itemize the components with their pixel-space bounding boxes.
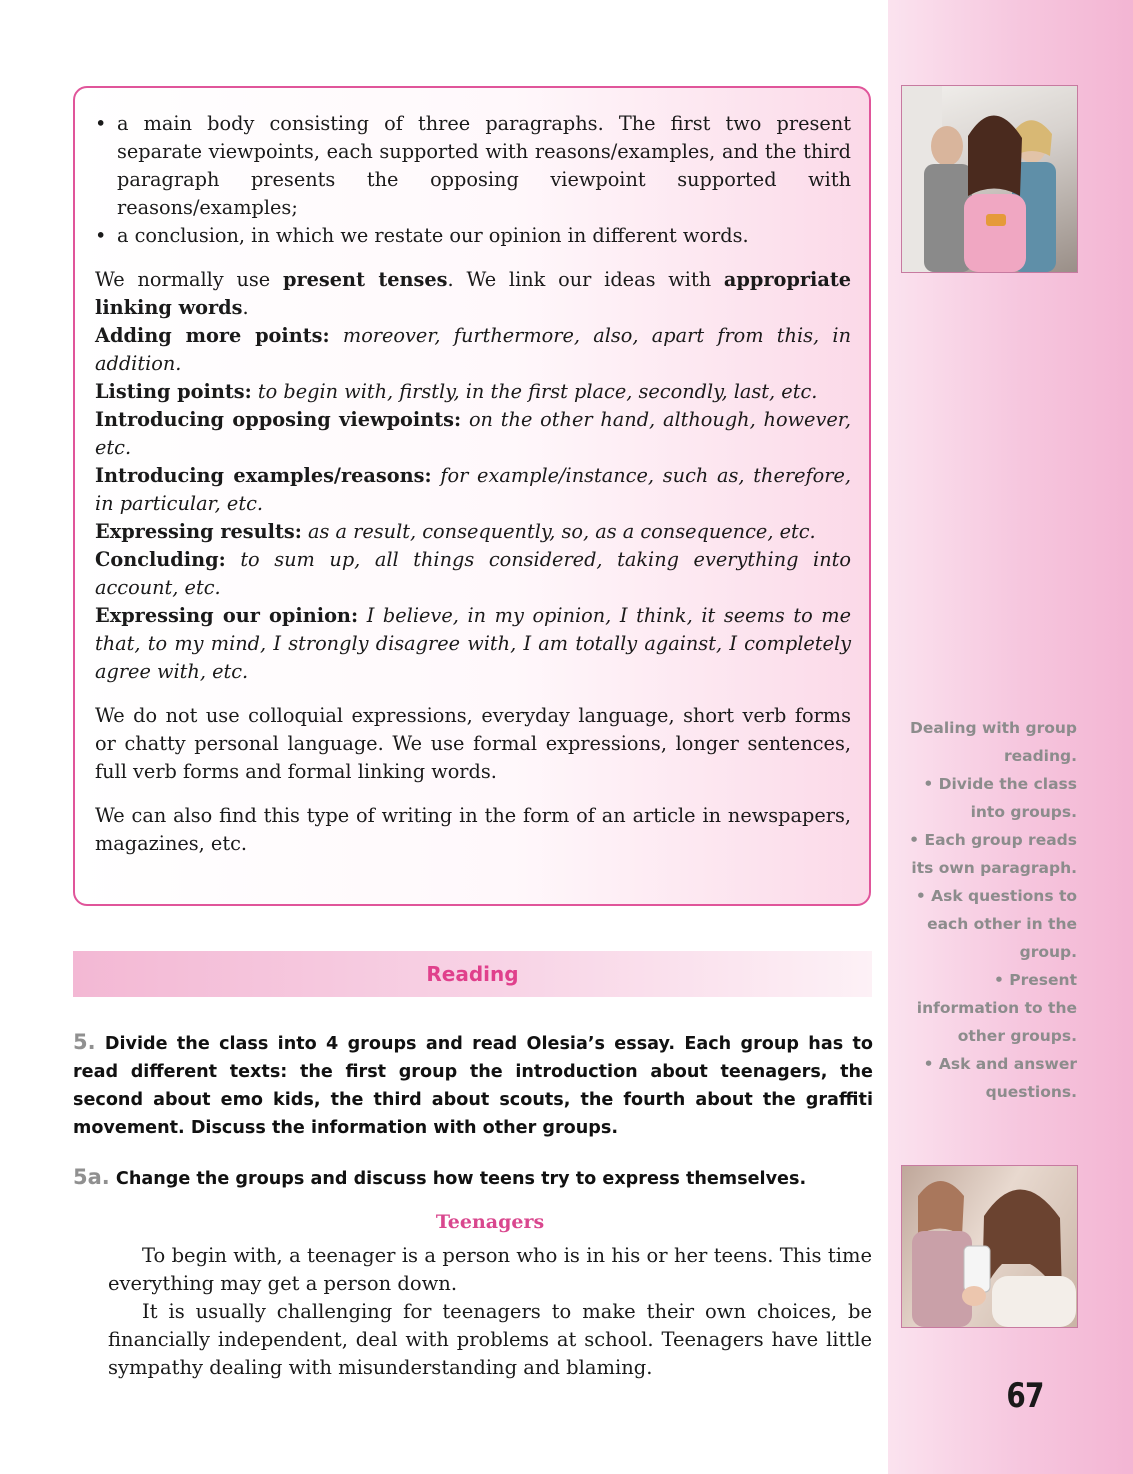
linking-results bbox=[95, 518, 851, 546]
task-5 bbox=[73, 1028, 873, 1142]
linking-term: Expressing results: bbox=[95, 520, 302, 543]
photo-illustration bbox=[902, 1166, 1077, 1327]
photo-illustration bbox=[902, 86, 1077, 272]
task-text: Change the groups and discuss how teens try to express themselves. bbox=[115, 1169, 807, 1189]
article-note: We can also find this type of writing in the form of an article in newspapers, magazines, etc. bbox=[95, 804, 851, 855]
task-number: 5. bbox=[73, 1030, 96, 1054]
linking-opinion bbox=[95, 602, 851, 686]
tenses-bold-linking: appropriate linking words bbox=[95, 268, 852, 319]
tenses-bold-present: present tenses bbox=[283, 268, 448, 291]
bullet-main-body: • a main body consisting of three paragraphs. The first two present separate viewpoints, each supported with reasons/examples, and the third paragraph presents the opposing viewpoint supported with reasons/examples; bbox=[95, 110, 851, 222]
tenses-paragraph bbox=[95, 266, 851, 322]
linking-examples: for example/instance, such as, therefore, in particular, etc. bbox=[95, 464, 851, 515]
linking-examples: on the other hand, although, however, etc. bbox=[95, 408, 851, 459]
linking-term: Adding more points: bbox=[95, 324, 330, 347]
teacher-note-item: • Divide the class into groups. bbox=[923, 775, 1077, 821]
linking-term: Expressing our opinion: bbox=[95, 604, 359, 627]
task-5a bbox=[73, 1163, 873, 1193]
tenses-text: . bbox=[242, 296, 249, 319]
linking-examples-reasons bbox=[95, 462, 851, 518]
essay-structure-info-box bbox=[73, 86, 871, 906]
linking-listing-points bbox=[95, 378, 851, 406]
task-text: Divide the class into 4 groups and read Olesia’s essay. Each group has to read different texts: the first group the introduction about teenagers, the second about emo kids, the third about scouts, the fourth about the graffiti movement. Discuss the information with other groups. bbox=[73, 1034, 873, 1138]
essay-paragraph: It is usually challenging for teenagers to make their own choices, be financially independent, deal with problems at school. Teenagers have little sympathy dealing with misunderstanding and blaming. bbox=[108, 1300, 872, 1379]
essay-body bbox=[108, 1242, 872, 1382]
linking-examples: to begin with, firstly, in the first place, secondly, last, etc. bbox=[257, 380, 818, 403]
linking-examples: I believe, in my opinion, I think, it seems to me that, to my mind, I strongly disagree with, I am totally against, I completely agree with, etc. bbox=[95, 604, 852, 683]
teacher-note-item: • Ask questions to each other in the group. bbox=[915, 887, 1077, 961]
style-note: We do not use colloquial expressions, everyday language, short verb forms or chatty personal language. We use formal expressions, longer sentences, full verb forms and formal linking words. bbox=[95, 704, 851, 783]
teacher-note-item: • Each group reads its own paragraph. bbox=[909, 831, 1077, 877]
photo-teen-with-upset-parents bbox=[901, 85, 1078, 273]
tenses-text: We normally use bbox=[95, 268, 284, 291]
linking-examples: as a result, consequently, so, as a consequence, etc. bbox=[308, 520, 816, 543]
page-number: 67 bbox=[1006, 1376, 1044, 1416]
linking-term: Introducing examples/reasons: bbox=[95, 464, 432, 487]
bullet-conclusion: • a conclusion, in which we restate our opinion in different words. bbox=[95, 222, 851, 250]
linking-term: Concluding: bbox=[95, 548, 226, 571]
essay-paragraph: To begin with, a teenager is a person who is in his or her teens. This time everything may get a person down. bbox=[108, 1244, 872, 1295]
linking-term: Listing points: bbox=[95, 380, 252, 403]
teacher-note-item: • Present information to the other groups. bbox=[916, 971, 1077, 1045]
structure-bullet-list bbox=[95, 110, 851, 250]
section-heading-reading: Reading bbox=[73, 951, 872, 997]
linking-opposing-viewpoints bbox=[95, 406, 851, 462]
linking-term: Introducing opposing viewpoints: bbox=[95, 408, 462, 431]
linking-concluding bbox=[95, 546, 851, 602]
teacher-note-item: • Ask and answer questions. bbox=[923, 1055, 1077, 1101]
task-number: 5a. bbox=[73, 1165, 110, 1189]
tenses-text: . We link our ideas with bbox=[447, 268, 724, 291]
linking-examples: to sum up, all things considered, taking everything into account, etc. bbox=[95, 548, 851, 599]
teacher-notes-heading: Dealing with group reading. bbox=[910, 719, 1077, 765]
teacher-notes bbox=[900, 714, 1077, 1106]
linking-examples: moreover, furthermore, also, apart from this, in addition. bbox=[95, 324, 851, 375]
essay-title: Teenagers bbox=[435, 1211, 545, 1233]
linking-adding-points bbox=[95, 322, 851, 378]
photo-girl-with-smartphone bbox=[901, 1165, 1078, 1328]
